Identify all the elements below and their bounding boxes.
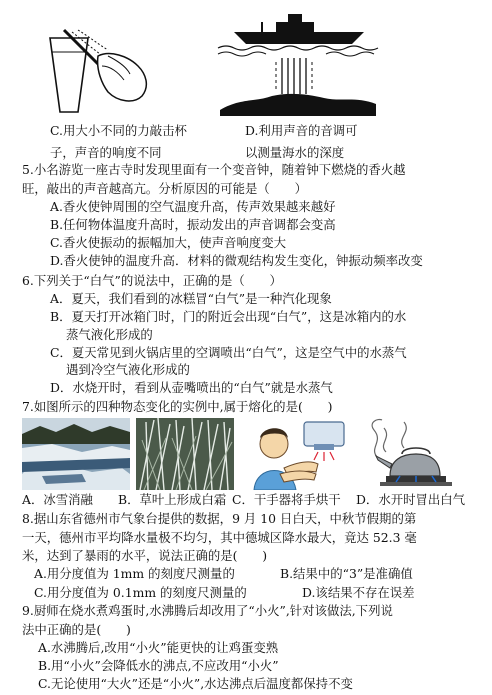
q9-stem-line1: 9.厨师在烧水煮鸡蛋时,水沸腾后却改用了“小火”,针对该做法,下列说	[22, 603, 393, 618]
q9-option-c: C.无论使用“大火”还是“小火”,水达沸点后温度都保持不变	[38, 676, 353, 691]
q6-option-d: D．水烧开时，看到从壶嘴喷出的“白气”就是水蒸气	[50, 380, 333, 395]
frost-on-grass-photo	[136, 418, 234, 490]
q4-option-c-line2: 子，声音的响度不同	[50, 145, 162, 160]
q8-stem-line3: 米，达到了暴雨的水平，说法正确的是( )	[22, 548, 268, 563]
q4-option-c-line1: C.用大小不同的力敲击杯	[50, 123, 187, 138]
q8-option-d: D.该结果不存在误差	[302, 585, 415, 600]
q5-stem-line1: 5.小名游览一座古寺时发现里面有一个变音钟，随着钟下燃烧的香火越	[22, 162, 406, 177]
q7-caption-a: A．冰雪消融	[22, 492, 93, 507]
q5-option-d: D.香火使钟的温度升高．材料的微观结构发生变化，钟振动频率改变	[50, 253, 423, 268]
ice-melting-photo	[22, 418, 130, 490]
q4-option-d-line1: D.利用声音的音调可	[245, 123, 358, 138]
q5-option-a: A.香火使钟周围的空气温度升高，传声效果越来越好	[50, 199, 336, 214]
q8-stem-line2: 一天，德州市平均降水量极不均匀，其中德城区降水最大，竟达 52.3 毫	[22, 530, 417, 545]
hand-dryer-illustration	[244, 418, 348, 490]
q6-stem: 6.下列关于“白气”的说法中，正确的是（ ）	[22, 273, 282, 288]
boiling-kettle-photo	[356, 418, 462, 490]
q4-option-d-line2: 以测量海水的深度	[245, 145, 345, 160]
ship-sonar-figure	[216, 10, 380, 116]
q9-option-a: A.水沸腾后,改用“小火”能更快的让鸡蛋变熟	[38, 640, 279, 655]
q7-caption-d: D．水开时冒出白气	[356, 492, 466, 507]
q6-option-b-line1: B．夏天打开冰箱门时，门的附近会出现“白气”，这是冰箱内的水	[50, 309, 407, 324]
q6-option-c-line2: 遇到冷空气液化形成的	[66, 362, 190, 377]
q9-stem-line2: 法中正确的是( )	[22, 622, 131, 637]
q7-stem: 7.如图所示的四种物态变化的实例中,属于熔化的是( )	[22, 399, 333, 414]
q5-option-b: B.任何物体温度升高时，振动发出的声音调都会变高	[50, 217, 336, 232]
q6-option-b-line2: 蒸气液化形成的	[66, 327, 153, 342]
q8-option-b: B.结果中的“3”是准确值	[280, 566, 413, 581]
q5-option-c: C.香火使振动的振幅加大，使声音响度变大	[50, 235, 287, 250]
q7-caption-c: C．干手器将手烘干	[232, 492, 341, 507]
q7-caption-b: B．草叶上形成白霜	[118, 492, 227, 507]
q8-stem-line1: 8.据山东省德州市气象台提供的数据，9 月 10 日白天，中秋节假期的第	[22, 511, 417, 526]
q8-option-a: A.用分度值为 1mm 的刻度尺测量的	[34, 566, 235, 581]
q8-option-c: C.用分度值为 0.1mm 的刻度尺测量的	[34, 585, 247, 600]
q6-option-a: A．夏天，我们看到的冰糕冒“白气”是一种汽化现象	[50, 291, 332, 306]
glass-strike-figure	[38, 26, 158, 114]
q9-option-b: B.用“小火”会降低水的沸点,不应改用“小火”	[38, 658, 279, 673]
q5-stem-line2: 旺，敲出的声音越高亢。分析原因的可能是（ ）	[22, 181, 307, 196]
q6-option-c-line1: C．夏天常见到火锅店里的空调喷出“白气”，这是空气中的水蒸气	[50, 345, 407, 360]
